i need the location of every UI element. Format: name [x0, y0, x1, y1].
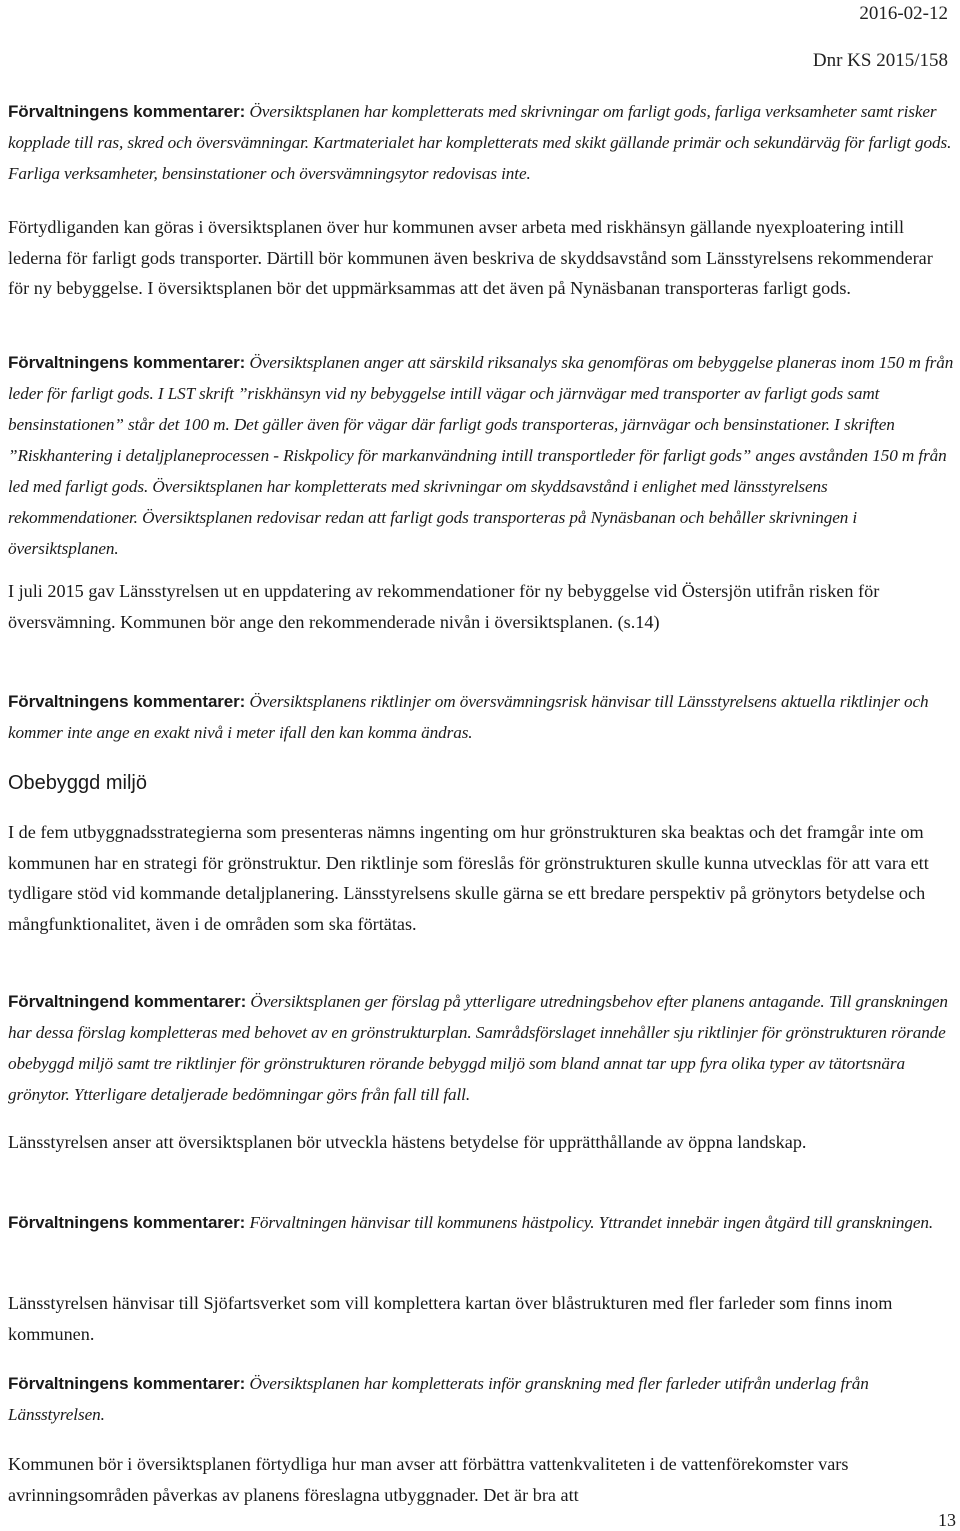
body-paragraph: Kommunen bör i översiktsplanen förtydliga hur man avser att förbättra vattenkvaliteten i de vattenförekomster vars avrinningsområden påverkas av planens föreslagna utbyggnader. Det är bra att	[8, 1454, 849, 1505]
comment-text: Översiktsplanen har kompletterats med skrivningar om farligt gods, farliga verksamheter samt risker kopplade till ras, skred och översvämningar. Kartmaterialet har kompletterats med skikt gällande primär och sekundärväg för farligt gods. Farliga verksamheter, bensinstationer och översvämningsytor redovisas inte.	[8, 102, 952, 183]
comment-paragraph	[8, 347, 954, 564]
comment-paragraph	[8, 96, 954, 189]
comment-text: Översiktsplanens riktlinjer om översvämningsrisk hänvisar till Länsstyrelsens aktuella riktlinjer och kommer inte ange en exakt nivå i meter ifall den kan komma ändras.	[8, 692, 929, 742]
body-paragraph: Länsstyrelsen anser att översiktsplanen bör utveckla hästens betydelse för upprätthållande av öppna landskap.	[8, 1132, 807, 1152]
comment-label: Förvaltningens kommentarer:	[8, 353, 246, 372]
body-paragraph: Länsstyrelsen hänvisar till Sjöfartsverket som vill komplettera kartan över blåstrukturen med fler farleder som finns inom kommunen.	[8, 1293, 893, 1344]
comment-text: Översiktsplanen har kompletterats inför granskning med fler farleder utifrån underlag från Länsstyrelsen.	[8, 1374, 869, 1424]
comment-text: Översiktsplanen ger förslag på ytterligare utredningsbehov efter planens antagande. Till granskningen har dessa förslag kompletteras med behovet av en grönstrukturplan. Samrådsförslaget innehåller sju riktlinjer för grönstrukturen rörande obebyggd miljö samt tre riktlinjer för grönstrukturen rörande bebyggd miljö som bland annat tar upp fyra olika typer av tätortsnära grönytor. Ytterligare detaljerade bedömningar görs från fall till fall.	[8, 992, 948, 1104]
comment-paragraph	[8, 1368, 954, 1430]
comment-label: Förvaltningens kommentarer:	[8, 692, 246, 711]
body-paragraph: I de fem utbyggnadsstrategierna som presenteras nämns ingenting om hur grönstrukturen ska beaktas och det framgår inte om kommunen har en strategi för grönstruktur. Den riktlinje som föreslås för grönstrukturen skulle kunna utvecklas för att vara ett tydligare stöd vid kommande detaljplanering. Länsstyrelsens skulle gärna se ett bredare perspektiv på grönytors betydelse och mångfunktionalitet, även i de områden som ska förtätas.	[8, 822, 929, 934]
header-date: 2016-02-12	[859, 3, 948, 24]
body-paragraph: I juli 2015 gav Länsstyrelsen ut en uppdatering av rekommendationer för ny bebyggelse vid Östersjön utifrån risken för översvämning. Kommunen bör ange den rekommenderade nivån i översiktsplanen. (s.14)	[8, 581, 880, 632]
comment-label: Förvaltningens kommentarer:	[8, 1213, 246, 1232]
page-number: 13	[938, 1510, 956, 1530]
comment-label: Förvaltningend kommentarer:	[8, 992, 247, 1011]
comment-label: Förvaltningens kommentarer:	[8, 102, 246, 121]
comment-label: Förvaltningens kommentarer:	[8, 1374, 246, 1393]
comment-text: Förvaltningen hänvisar till kommunens hästpolicy. Yttrandet innebär ingen åtgärd till granskningen.	[245, 1213, 934, 1232]
comment-paragraph	[8, 1207, 954, 1238]
header-case-number: Dnr KS 2015/158	[812, 50, 948, 71]
section-heading: Obebyggd miljö	[8, 772, 147, 794]
comment-text: Översiktsplanen anger att särskild riksanalys ska genomföras om bebyggelse planeras inom 150 m från leder för farligt gods. I LST skrift ”riskhänsyn vid ny bebyggelse intill vägar och järnvägar med transporter av farligt gods samt bensinstationen” står det 100 m. Det gäller även för vägar där farligt gods transporteras, järnvägar och bensinstationer. I skriften ”Riskhantering i detaljplaneprocessen - Riskpolicy för markanvändning intill transportleder för farligt gods” anges avstånden 150 m från led med farligt gods. Översiktsplanen har kompletterats med skrivningar om skyddsavstånd i enlighet med länsstyrelsens rekommendationer. Översiktsplanen redovisar redan att farligt gods transporteras på Nynäsbanan och behåller skrivningen i översiktsplanen.	[8, 353, 954, 558]
comment-paragraph	[8, 986, 954, 1110]
body-paragraph: Förtydliganden kan göras i översiktsplanen över hur kommunen avser arbeta med riskhänsyn gällande nyexploatering intill lederna för farligt gods transporter. Därtill bör kommunen även beskriva de skyddsavstånd som Länsstyrelsens rekommenderar för ny bebyggelse. I översiktsplanen bör det uppmärksammas att det även på Nynäsbanan transporteras farligt gods.	[8, 217, 933, 298]
comment-paragraph	[8, 686, 954, 748]
